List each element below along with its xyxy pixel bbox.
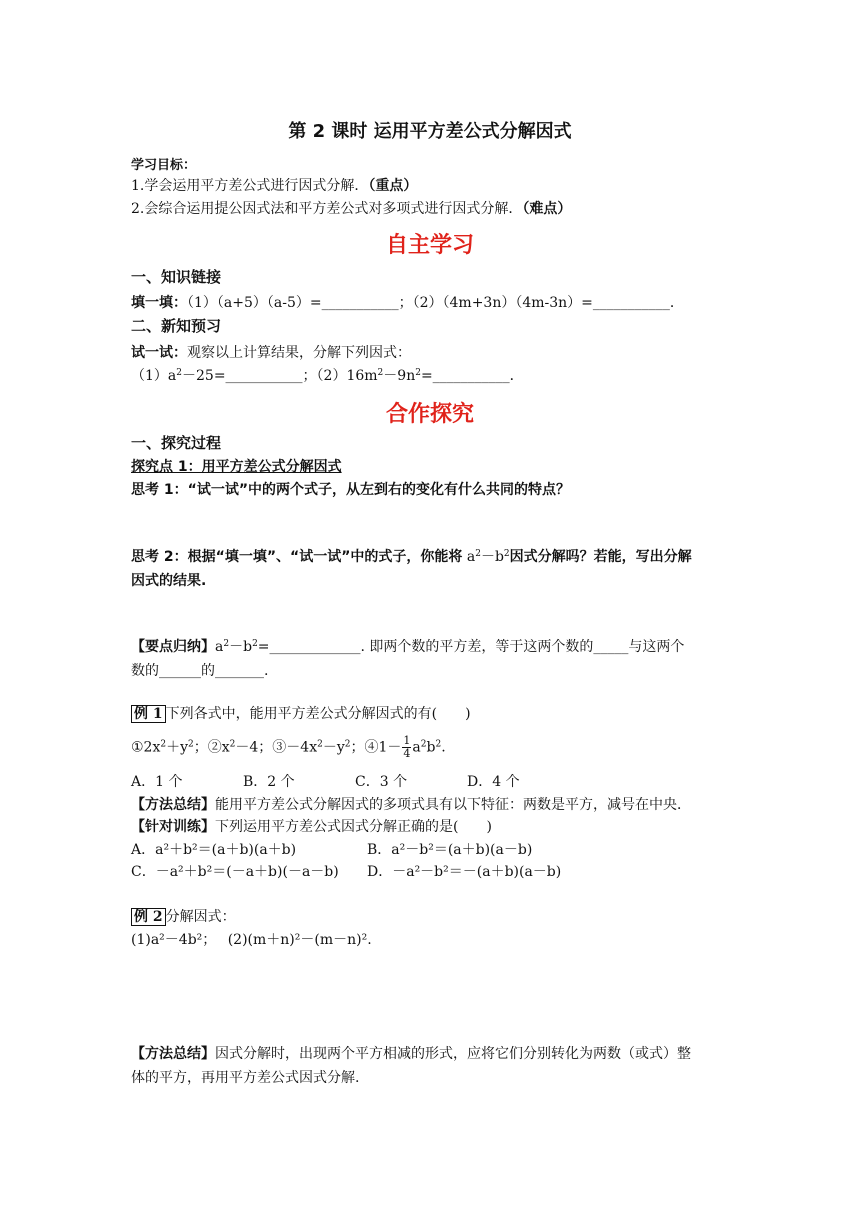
preview-heading: 二、新知预习 — [131, 317, 222, 335]
think-2-line1: 思考 2：根据“填一填”、“试一试”中的式子，你能将 $a^2-b^2$因式分解吗？若能，写出分解 — [131, 549, 692, 565]
explore-heading: 一、探究过程 — [131, 434, 222, 452]
example-1-options — [131, 773, 520, 791]
training-option-b: B．a²－b²＝(a＋b)(a－b) — [367, 842, 533, 858]
example-2-label: 例 2 — [131, 908, 166, 926]
option-a: A．1 个 — [131, 774, 183, 790]
example-1-label: 例 1 — [131, 705, 166, 723]
method-summary-2-line1 — [131, 1045, 691, 1063]
training-label: 【针对训练】 — [131, 819, 215, 835]
training-options-row1 — [131, 841, 532, 859]
lesson-title: 第 2 课时 运用平方差公式分解因式 — [288, 121, 572, 142]
fraction-one-quarter: $\frac{1}{4}$ — [403, 734, 411, 760]
explore-point-1 — [131, 458, 342, 476]
option-c: C．3 个 — [355, 774, 408, 790]
key-summary-label: 【要点归纳】 — [131, 639, 215, 655]
think-1: 思考 1：“试一试”中的两个式子，从左到右的变化有什么共同的特点？ — [131, 482, 571, 498]
training-text: 下列运用平方差公式因式分解正确的是( ) — [215, 819, 492, 835]
objective-1-text: 1.学会运用平方差公式进行因式分解． — [131, 178, 369, 194]
objective-2-text: 2.会综合运用提公因式法和平方差公式对多项式进行因式分解． — [131, 201, 523, 217]
fill-label: 填一填： — [131, 295, 187, 311]
objective-1 — [131, 177, 417, 195]
training-options-row2 — [131, 863, 561, 881]
method-summary-2-label: 【方法总结】 — [131, 1046, 215, 1062]
try-line — [131, 344, 411, 362]
key-summary-line1: 【要点归纳】$a^2-b^2=\_\_\_\_\_\_\_\_\_\_\_\_\_$. 即两个数的平方差，等于这两个数的_____与这两个 — [131, 639, 685, 655]
example-1-question — [131, 705, 471, 723]
example-1-items: $①2x^2+y^2$；$②x^2-4$；$③-4x^2-y^2$；④1－ $\frac{1}{4}$ $a^2b^2$. — [131, 734, 446, 760]
example-2-items: (1)a²－4b²； (2)(m＋n)²－(m－n)². — [131, 932, 372, 948]
section-self-study: 自主学习 — [385, 233, 474, 258]
option-d: D．4 个 — [467, 774, 520, 790]
think-2-line2: 因式的结果. — [131, 573, 207, 589]
try-text: 观察以上计算结果，分解下列因式： — [187, 345, 411, 361]
objective-1-tag: （重点） — [368, 178, 418, 194]
section-cooperative-inquiry: 合作探究 — [385, 402, 474, 427]
try-questions: $(1)a^2-25=\_\_\_\_\_\_\_\_\_\_\_$；$(2)16m^2-9n^2=\_\_\_\_\_\_\_\_\_\_\_$． — [131, 368, 524, 384]
training-option-d: D．－a²－b²＝－(a＋b)(a－b) — [367, 864, 562, 880]
objectives-heading: 学习目标： — [131, 158, 197, 173]
example-1-text: 下列各式中，能用平方差公式分解因式的有( ) — [165, 706, 471, 722]
targeted-training — [131, 818, 492, 836]
method-summary-2-text: 因式分解时，出现两个平方相减的形式，应将它们分别转化为两数（或式）整 — [215, 1046, 691, 1062]
method-summary-2-line2: 体的平方，再用平方差公式因式分解. — [131, 1070, 360, 1086]
knowledge-heading: 一、知识链接 — [131, 268, 222, 286]
fill-text: （1）（a+5）（a-5）=___________；（2）（4m+3n）（4m-3n）=___________． — [187, 295, 684, 311]
training-option-c: C．－a²＋b²＝(－a＋b)(－a－b) — [131, 864, 339, 880]
example-2-question — [131, 908, 236, 926]
key-summary-line2: 数的______的_______. — [131, 663, 269, 679]
explore-point-1-text: 探究点 1：用平方差公式分解因式 — [131, 459, 342, 475]
objective-2 — [131, 200, 571, 218]
method-summary-text: 能用平方差公式分解因式的多项式具有以下特征：两数是平方，减号在中央． — [215, 797, 691, 813]
training-option-a: A．a²＋b²＝(a＋b)(a＋b) — [131, 842, 297, 858]
example-2-text: 分解因式： — [165, 909, 236, 925]
method-summary-label: 【方法总结】 — [131, 797, 215, 813]
try-label: 试一试： — [131, 345, 187, 361]
objective-2-tag: （难点） — [522, 201, 572, 217]
option-b: B．2 个 — [243, 774, 295, 790]
method-summary-1 — [131, 796, 691, 814]
fill-in-line — [131, 294, 684, 312]
